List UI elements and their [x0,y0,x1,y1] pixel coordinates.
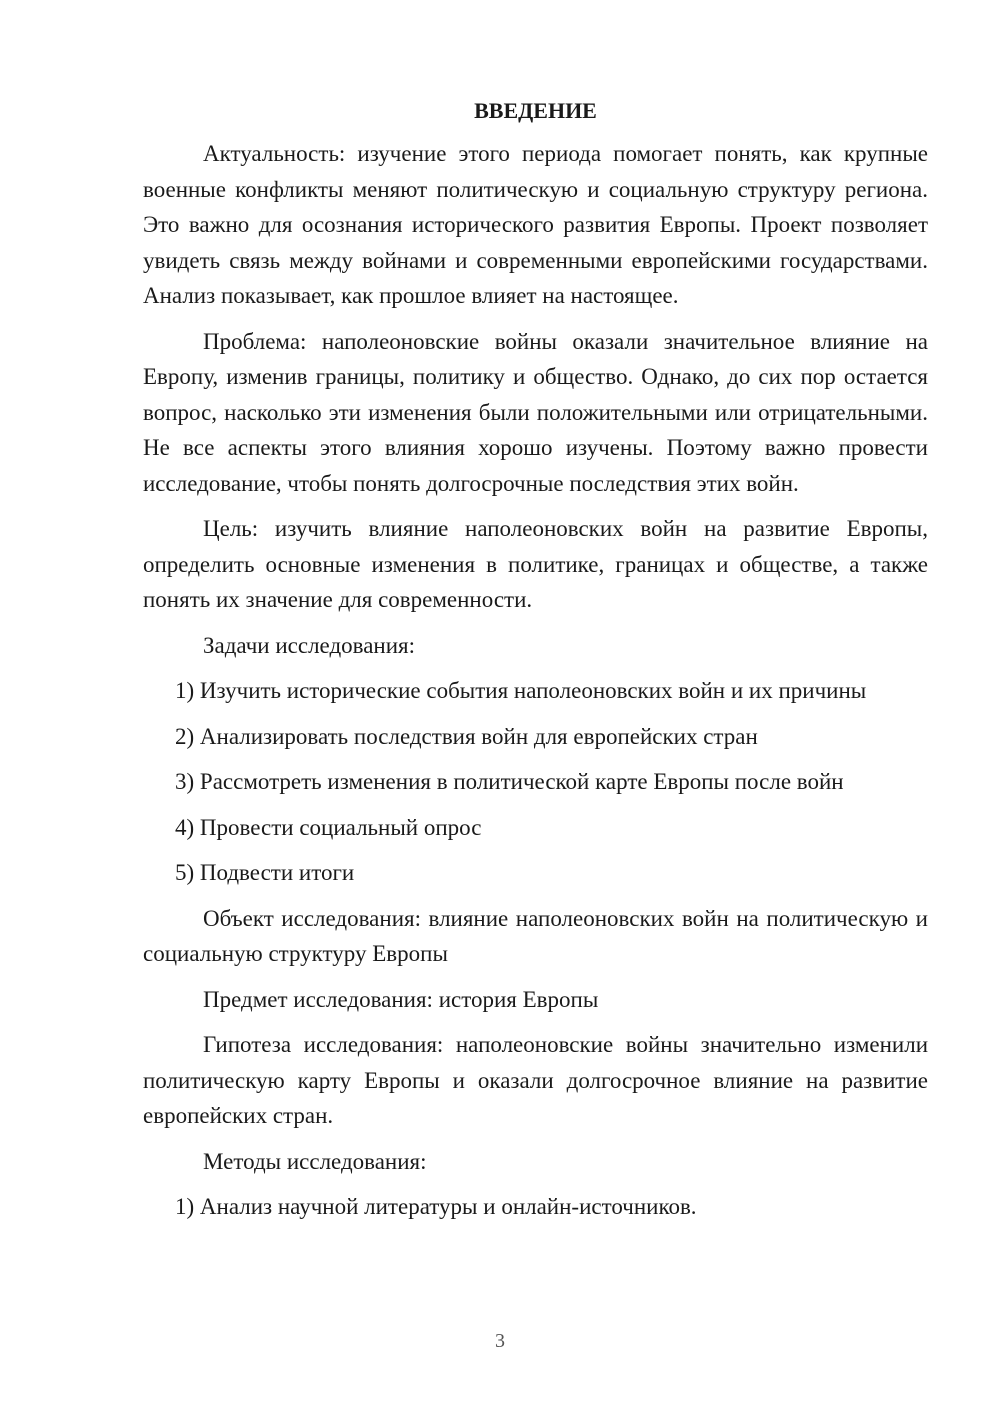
methods-list [143,1189,928,1225]
method-item-1: 1) Анализ научной литературы и онлайн-источников. [175,1194,697,1219]
task-item-2: 2) Анализировать последствия войн для европейских стран [175,723,758,749]
task-item-3: 3) Рассмотреть изменения в политической карте Европы после войн [175,769,844,794]
subject-line: Предмет исследования: история Европы [203,986,599,1012]
hypothesis-paragraph: Гипотеза исследования: наполеоновские войны значительно изменили политическую карту Европы и оказали долгосрочное влияние на развитие европейских стран. [143,1032,928,1128]
goal-paragraph: Цель: изучить влияние наполеоновских войн на развитие Европы, определить основные изменения в политике, границах и обществе, а также понять их значение для современности. [143,516,928,612]
problem-paragraph: Проблема: наполеоновские войны оказали значительное влияние на Европу, изменив границы, политику и общество. Однако, до сих пор остается вопрос, насколько эти изменения были положительными или отрицательными. Не все аспекты этого влияния хорошо изучены. Поэтому важно провести исследование, чтобы понять долгосрочные последствия этих войн. [143,328,928,496]
tasks-list [143,673,928,891]
methods-heading: Методы исследования: [203,1148,427,1174]
object-paragraph: Объект исследования: влияние наполеоновских войн на политическую и социальную структуру Европы [143,905,928,966]
tasks-heading: Задачи исследования: [203,632,416,658]
relevance-paragraph: Актуальность: изучение этого периода помогает понять, как крупные военные конфликты меняют политическую и социальную структуру региона. Это важно для осознания исторического развития Европы. Проект позволяет увидеть связь между войнами и современными европейскими государствами. Анализ показывает, как прошлое влияет на настоящее. [143,141,928,308]
page-number: 3 [495,1330,505,1352]
document-page [143,96,928,1235]
task-item-4: 4) Провести социальный опрос [175,814,482,840]
task-item-5: 5) Подвести итоги [175,860,355,885]
page-title: ВВЕДЕНИЕ [474,98,597,123]
task-item-1: 1) Изучить исторические события наполеоновских войн и их причины [175,678,867,703]
